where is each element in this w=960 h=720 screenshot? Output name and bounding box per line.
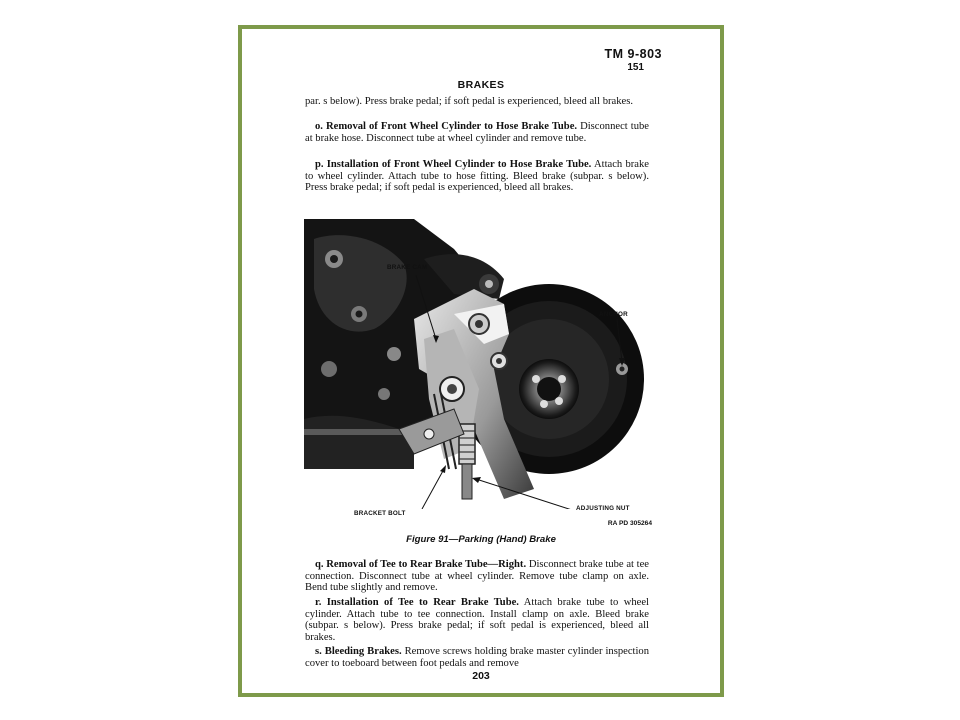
paragraph-s — [305, 646, 649, 669]
paragraph-o — [305, 121, 649, 144]
paragraph-title: q. Removal of Tee to Rear Brake Tube—Right. — [315, 559, 527, 570]
label-bracket-bolt: BRACKET BOLT — [354, 510, 406, 517]
paragraph-text: Attach brake to wheel cylinder. Attach tube to hose fitting. Bleed brake (subpar. s below). Press brake pedal; if soft pedal is experienced, bleed all brakes. — [305, 159, 649, 194]
paragraph-text: Disconnect brake tube at tee connection. Disconnect tube at wheel cylinder. Remove tube clamp on axle. Bend tube slightly and remove. — [305, 559, 650, 594]
paragraph-text: Attach brake tube to wheel cylinder. Attach tube to tee connection. Install clamp on axle. Bleed brake (subpar. s below). Press brake pedal; if soft pedal is experienced, bleed all brakes. — [305, 597, 649, 643]
label-brake-cam: BRAKE CAM — [387, 264, 428, 271]
label-anchor: ANCHOR — [599, 311, 628, 318]
page-number: 203 — [472, 670, 490, 682]
brake-photo-illustration — [304, 219, 650, 509]
paragraph-text: Disconnect tube at brake hose. Disconnect tube at wheel cylinder and remove tube. — [305, 121, 649, 144]
paragraph-q — [305, 559, 649, 594]
header-page-number: 151 — [627, 62, 644, 73]
paragraph-text: Remove screws holding brake master cylinder inspection cover to toeboard between foot pedals and remove — [305, 646, 650, 669]
manual-page — [242, 29, 720, 693]
paragraph-title: r. Installation of Tee to Rear Brake Tube. — [315, 597, 519, 608]
paragraph-title: o. Removal of Front Wheel Cylinder to Hose Brake Tube. — [315, 121, 578, 132]
paragraph-continued — [305, 96, 649, 108]
label-adjusting-nut: ADJUSTING NUT — [576, 505, 630, 512]
parking-brake-photo — [304, 219, 650, 517]
section-title: BRAKES — [457, 79, 505, 91]
paragraph-title: s. Bleeding Brakes. — [315, 646, 402, 657]
ra-pd-number: RA PD 305264 — [607, 520, 652, 527]
figure-caption: Figure 91—Parking (Hand) Brake — [406, 534, 556, 545]
paragraph-r — [305, 597, 649, 643]
paragraph-title: p. Installation of Front Wheel Cylinder to Hose Brake Tube. — [315, 159, 592, 170]
paragraph-text: par. s below). Press brake pedal; if soft pedal is experienced, bleed all brakes. — [305, 96, 633, 107]
document-frame — [238, 25, 724, 697]
paragraph-p — [305, 159, 649, 194]
tm-number: TM 9-803 — [604, 47, 662, 61]
